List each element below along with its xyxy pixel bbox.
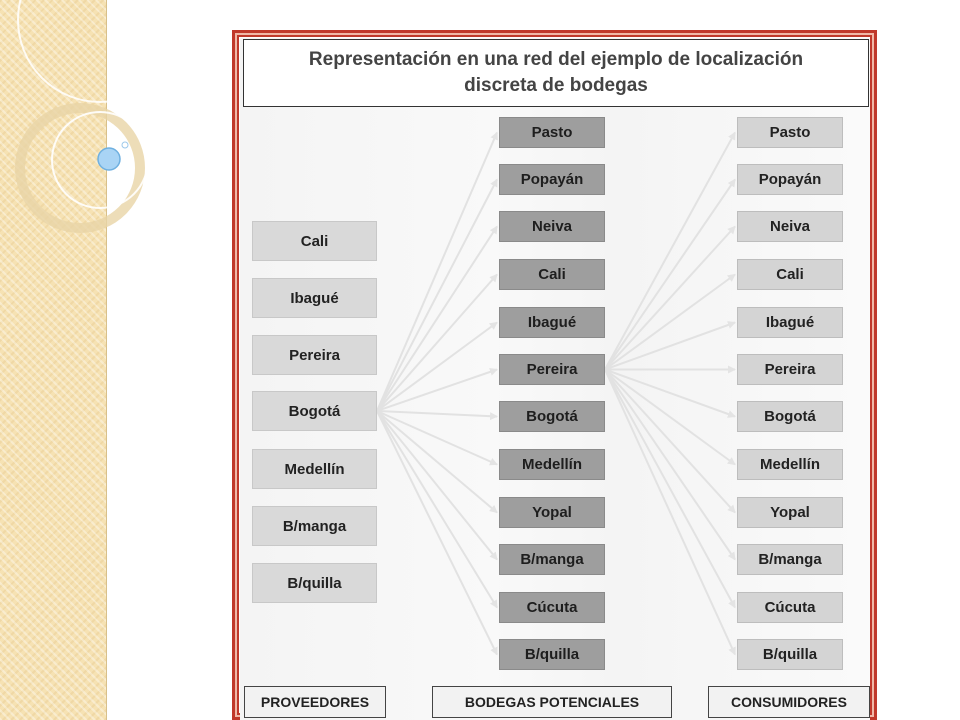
warehouse-node-cali: Cali: [499, 259, 605, 290]
supplier-node-cali: Cali: [252, 221, 377, 261]
supplier-node-bogota: Bogotá: [252, 391, 377, 431]
consumer-node-pasto: Pasto: [737, 117, 843, 148]
decorative-side-strip: [0, 0, 107, 720]
warehouse-node-pereira: Pereira: [499, 354, 605, 385]
warehouse-node-popayan: Popayán: [499, 164, 605, 195]
consumer-node-popayan: Popayán: [737, 164, 843, 195]
supplier-node-bmanga: B/manga: [252, 506, 377, 546]
title-line-1: Representación en una red del ejemplo de localización: [308, 49, 804, 70]
title-line-2: discreta de bodegas: [464, 75, 648, 96]
supplier-node-bquilla: B/quilla: [252, 563, 377, 603]
consumer-node-yopal: Yopal: [737, 497, 843, 528]
consumer-node-neiva: Neiva: [737, 211, 843, 242]
consumer-node-ibague: Ibagué: [737, 307, 843, 338]
supplier-node-medellin: Medellín: [252, 449, 377, 489]
consumer-node-cucuta: Cúcuta: [737, 592, 843, 623]
warehouse-node-bogota: Bogotá: [499, 401, 605, 432]
consumer-node-bogota: Bogotá: [737, 401, 843, 432]
warehouse-node-bquilla: B/quilla: [499, 639, 605, 670]
consumer-node-pereira: Pereira: [737, 354, 843, 385]
diagram-title: [243, 39, 869, 107]
consumer-node-medellin: Medellín: [737, 449, 843, 480]
warehouse-node-neiva: Neiva: [499, 211, 605, 242]
warehouse-node-bmanga: B/manga: [499, 544, 605, 575]
warehouse-node-yopal: Yopal: [499, 497, 605, 528]
suppliers-column-label: PROVEEDORES: [244, 686, 386, 718]
warehouse-node-ibague: Ibagué: [499, 307, 605, 338]
consumer-node-cali: Cali: [737, 259, 843, 290]
supplier-node-pereira: Pereira: [252, 335, 377, 375]
warehouses-column-label: BODEGAS POTENCIALES: [432, 686, 672, 718]
consumer-node-bquilla: B/quilla: [737, 639, 843, 670]
warehouse-node-medellin: Medellín: [499, 449, 605, 480]
consumer-node-bmanga: B/manga: [737, 544, 843, 575]
warehouse-node-cucuta: Cúcuta: [499, 592, 605, 623]
supplier-node-ibague: Ibagué: [252, 278, 377, 318]
warehouse-node-pasto: Pasto: [499, 117, 605, 148]
consumers-column-label: CONSUMIDORES: [708, 686, 870, 718]
